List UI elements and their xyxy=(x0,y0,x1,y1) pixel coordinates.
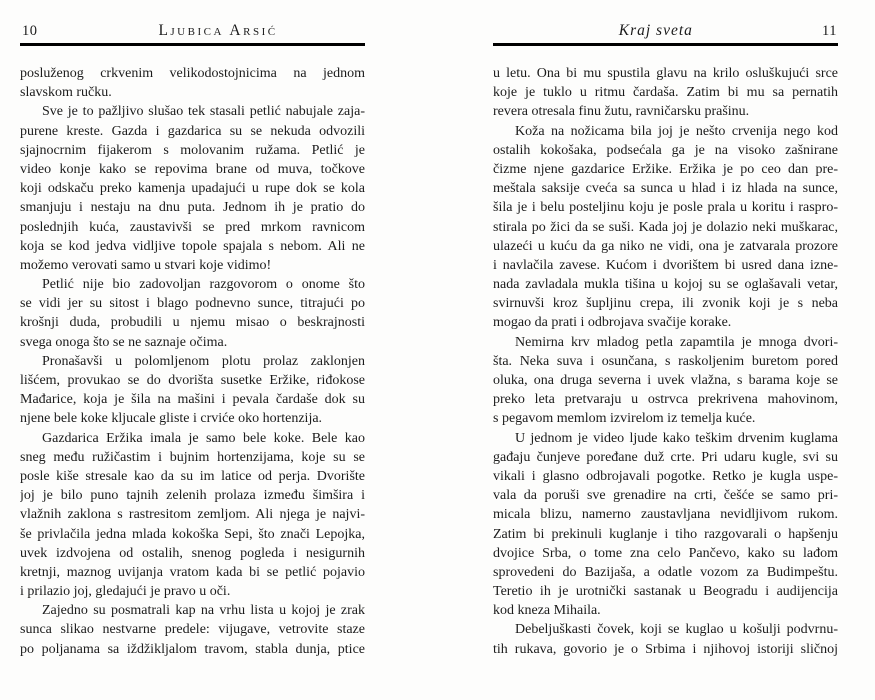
text-line: Zatim bi prekinuli kuglanje i tiho razgovarali o hapšenju xyxy=(493,526,838,542)
text-line: gađaju čunjeve poređane duž crte. Pri udaru kugle, svi su xyxy=(493,449,838,465)
paragraph xyxy=(493,122,838,333)
text-line: oluka, ona druga severna i uvek vlažna, s barama koje se xyxy=(493,373,838,388)
text-line: ulazeći u kuću da ga niko ne vidi, ona je zatvarala prozore xyxy=(493,238,838,254)
text-line: u letu. Ona bi mu spustila glavu na krilo osluškujući srce xyxy=(493,66,838,81)
text-line: slavskom ručku. xyxy=(20,85,112,101)
text-line: vlažnih zaklona s rastresitom zemljom. Ali njega je najvi- xyxy=(20,507,365,523)
text-line: Pronašavši u polomljenom plotu prolaz zaklonjen xyxy=(42,353,365,369)
text-line: sneg među ružičastim i bujnim hortenzijama, koje su se xyxy=(20,449,365,465)
text-line: Zajedno su posmatrali kap na vrhu lista u kojoj je zrak xyxy=(42,603,365,619)
text-line: koja se kod jedva vidljive topole spajala s nebom. Ali ne xyxy=(20,238,365,254)
text-line: poslednjih kuća, zaustavivši se pred mrkom ravnicom xyxy=(20,219,365,235)
text-line: njene bele koke kljucale gliste i crviće oko hortenzija. xyxy=(20,411,323,427)
text-line: možemo verovati samo u stvari koje vidimo! xyxy=(20,257,272,273)
text-line: tih rukava, govorio je o Srbima i njihovoj istoriji sličnoj xyxy=(493,641,838,657)
paragraph xyxy=(20,102,365,275)
book-page-right xyxy=(493,18,838,659)
text-line: micala blizu, namerno zaustavljana nevidljivom rukom. xyxy=(493,507,838,523)
text-line: ostalih kokošaka, podsećala ga je na visoko zašnirane xyxy=(493,142,838,158)
page-number-left: 10 xyxy=(22,23,38,39)
text-line: Nemirna krv mladog petla zapamtila je mnoga dvori- xyxy=(515,334,838,350)
text-line: svirnuvši kroz šupljinu crepa, ili zvonik koji je s neba xyxy=(493,296,838,312)
text-line: joj je bilo puno tajnih zelenih prolaza između šimšira i xyxy=(20,488,365,504)
paragraph xyxy=(493,64,838,122)
header-rule-left xyxy=(20,43,365,46)
text-line: nada zavladala mukla tišina u kojoj su se oglašavali vetar, xyxy=(493,277,838,293)
text-line: purene kreste. Gazda i gazdarica su se nekuda odvozili xyxy=(20,123,365,139)
text-line: Debeljuškasti čovek, koji se kuglao u košulji podvrnu- xyxy=(515,622,838,638)
text-line: stirala po žici da se suši. Kada joj je dolazio neki muškarac, xyxy=(493,219,838,235)
text-line: uvek izdvojena od ostalih, snenog pogleda i nesigurnih xyxy=(20,545,365,561)
paragraph xyxy=(20,352,365,429)
paragraph xyxy=(493,620,838,658)
text-line: mogao da prati i odbrojava svačije korake. xyxy=(493,315,732,331)
page-number-right: 11 xyxy=(822,23,837,39)
text-line: smanjuju i nestaju na dnu puta. Jednom ih je pratio do xyxy=(20,200,365,216)
text-line: posle kiše stresale kao da su im latice od perja. Dvorište xyxy=(20,468,365,484)
text-line: Petlić nije bio zadovoljan razgovorom o onome što xyxy=(42,277,365,293)
running-head-left xyxy=(20,18,365,43)
text-line: U jednom je video ljude kako teškim drvenim kuglama xyxy=(515,430,838,446)
paragraph xyxy=(20,64,365,102)
page-text-right xyxy=(493,64,838,659)
text-line: s pegavom memlom izvirelom iz temelja kuće. xyxy=(493,411,756,427)
text-line: video konje kako se repovima brane od muva, točkove xyxy=(20,161,365,177)
text-line: vala da poruši sve grenadire na crti, češće se samo pri- xyxy=(493,488,838,504)
paragraph xyxy=(20,429,365,602)
running-title-book: Kraj sveta xyxy=(618,22,693,39)
text-line: sunca slikao nestvarne predele: vijugave, vetrovite staze xyxy=(20,622,365,638)
text-line: revera otresala finu žutu, ravničarsku prašinu. xyxy=(493,104,750,120)
text-line: i prilazio joj, gledajući je pravo u oči. xyxy=(20,584,231,600)
text-line: i navlačila zavese. Kućom i dvorištem bi usred dana izne- xyxy=(493,257,838,273)
text-line: kod kneza Mihaila. xyxy=(493,603,601,619)
text-line: Koža na nožicama bila joj je nešto crvenija nego kod xyxy=(515,123,838,139)
text-line: koji odskaču preko kamenja upadajući u rupe dok se kola xyxy=(20,181,365,197)
running-head-right xyxy=(493,18,838,43)
text-line: čizme njene gazdarice Eržike. Eržika je po ceo dan pre- xyxy=(493,161,838,177)
text-line: še privlačila jedna mlada kokoška Sepi, što znači Lepojka, xyxy=(20,526,365,542)
text-line: sjajnocrnim fijakerom s molovanim ružama. Petlić je xyxy=(20,142,365,158)
header-rule-right xyxy=(493,43,838,46)
text-line: šta. Neka suva i osunčana, s raskoljenim buretom pored xyxy=(493,353,838,369)
text-line: meštala saksije cveća sa sunca u hlad i iz hlada na sunce, xyxy=(493,181,838,197)
running-title-author: Ljubica Arsić xyxy=(158,22,278,39)
text-line: svega onoga što se ne saznaje očima. xyxy=(20,334,228,350)
text-line: vikali i glasno odbrojavali pogotke. Retko je kugla uspe- xyxy=(493,468,838,484)
text-line: Gazdarica Eržika imala je samo bele koke. Bele kao xyxy=(42,430,365,446)
paragraph xyxy=(20,601,365,659)
text-line: kretnji, maznog uvijanja vratom kada bi se petlić pojavio xyxy=(20,564,365,580)
text-line: preko leta pretvaraju u ostrvca prekrivena mahovinom, xyxy=(493,392,838,408)
text-line: krošnji duda, probudili u njemu misao o beskrajnosti xyxy=(20,315,365,331)
paragraph xyxy=(493,333,838,429)
text-line: lišćem, provukao se do dvorišta susetke Eržike, riđokose xyxy=(20,373,365,388)
text-line: Sve je to pažljivo slušao tek stasali petlić nabujale zaja- xyxy=(42,104,365,120)
text-line: koje je tuklo u ritmu čardaša. Zatim bi mu sa pernatih xyxy=(493,85,838,101)
text-line: po poljanama sa iždžikljalom travom, stabla dunja, ptice xyxy=(20,641,365,657)
page-text-left xyxy=(20,64,365,659)
book-page-left xyxy=(20,18,365,659)
text-line: Mađarice, koja je šila na mašini i pevala čardaše dok su xyxy=(20,392,365,408)
text-line: šila je i belu posteljinu koju je posle prala u koritu i raspro- xyxy=(493,200,838,216)
paragraph xyxy=(20,275,365,352)
paragraph xyxy=(493,429,838,621)
text-line: dvojice Srba, o tome zna celo Pančevo, kako su lađom xyxy=(493,545,838,561)
text-line: se vidi jer su sitost i blago podnevno sunce, titrajući po xyxy=(20,296,365,312)
text-line: sprovedeni do Bazijaša, a odatle vozom za Budimpeštu. xyxy=(493,564,838,580)
text-line: posluženog crkvenim velikodostojnicima na jednom xyxy=(20,66,365,81)
text-line: Teretio ih je urotnički sastanak u Beogradu i audijencija xyxy=(493,584,838,600)
